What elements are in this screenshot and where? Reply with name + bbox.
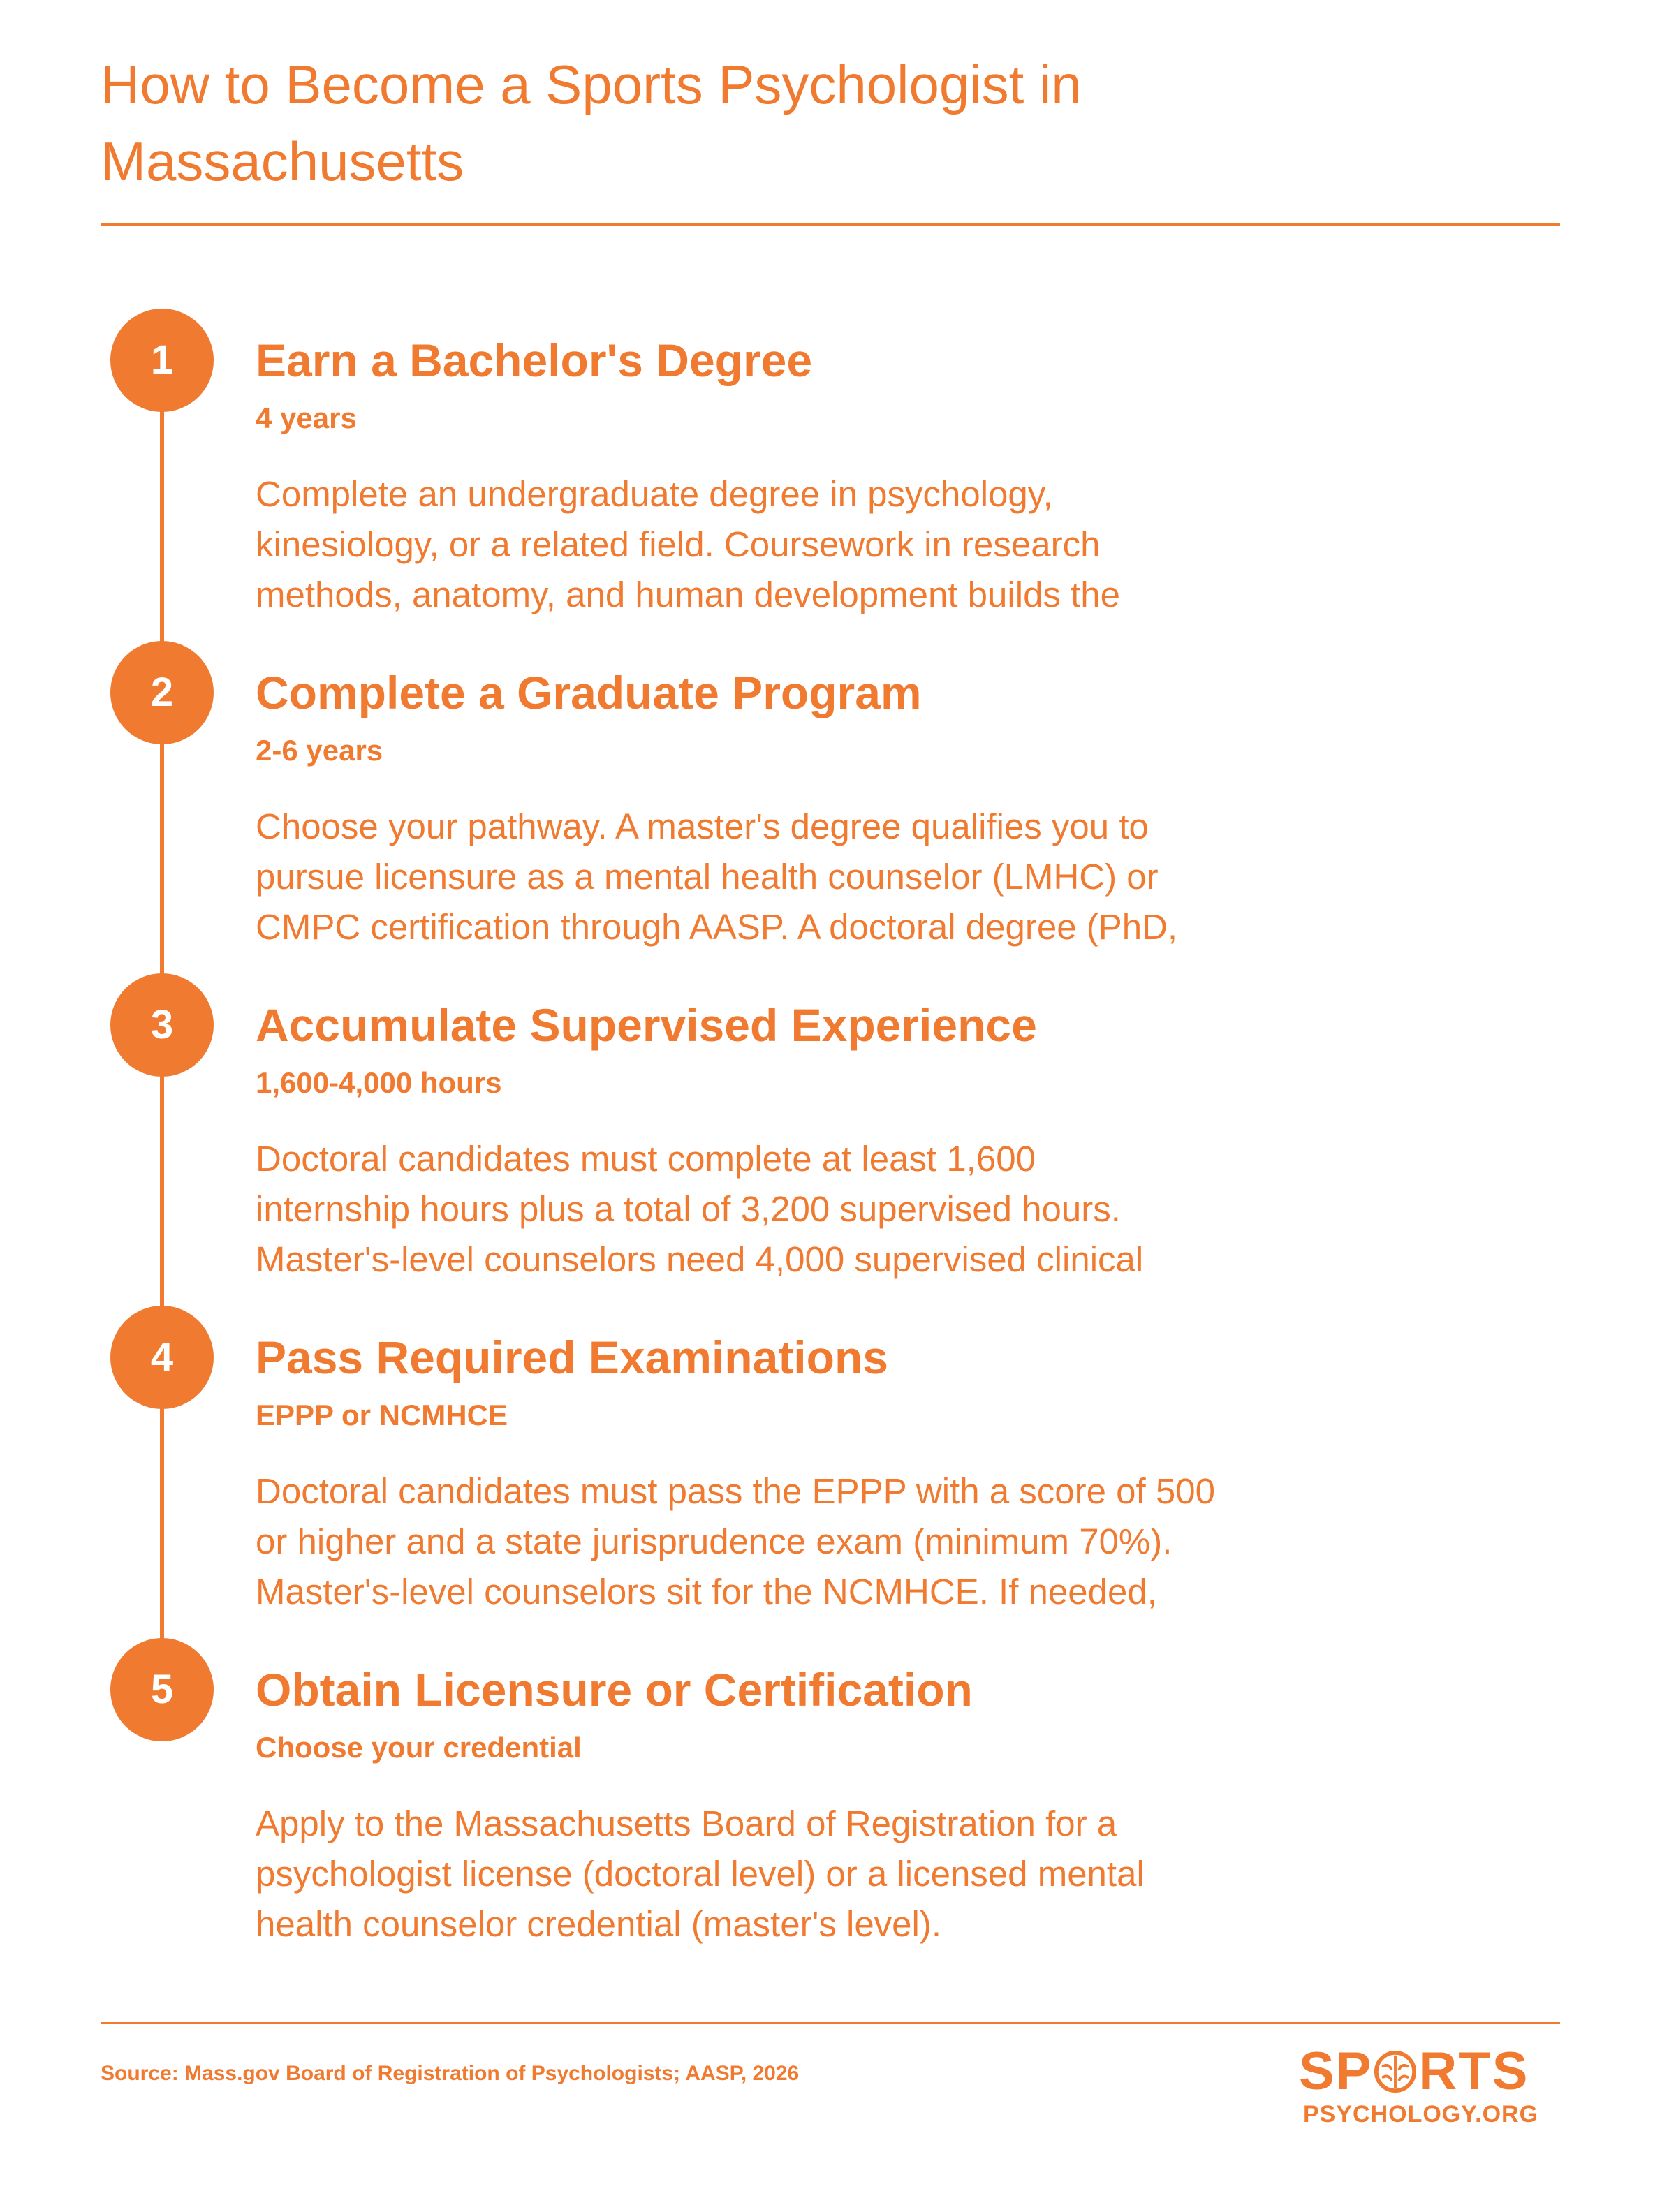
- step-description-line: Doctoral candidates must pass the EPPP with a score of 500: [256, 1471, 1215, 1511]
- logo-subtext: PSYCHOLOGY.ORG: [1303, 2101, 1539, 2128]
- source-citation: Source: Mass.gov Board of Registration of Psychologists; AASP, 2026: [101, 2062, 800, 2085]
- step-description: [256, 802, 1345, 952]
- step-duration: 4 years: [256, 401, 357, 434]
- step-description-line: Complete an undergraduate degree in psychology,: [256, 474, 1053, 514]
- step-description-line: methods, anatomy, and human development builds the: [256, 575, 1120, 614]
- step-description-line: or higher and a state jurisprudence exam (minimum 70%).: [256, 1521, 1173, 1561]
- step-description-line: health counselor credential (master's level).: [256, 1904, 942, 1944]
- step-description-line: kinesiology, or a related field. Coursework in research: [256, 524, 1101, 564]
- step-description-line: pursue licensure as a mental health counselor (LMHC) or: [256, 857, 1159, 897]
- step-description-line: Apply to the Massachusetts Board of Registration for a: [256, 1804, 1117, 1843]
- step-description: [256, 1134, 1345, 1285]
- step-description-line: Choose your pathway. A master's degree qualifies you to: [256, 806, 1149, 846]
- step-title: Earn a Bachelor's Degree: [256, 334, 813, 386]
- step-description: [256, 469, 1345, 620]
- header-divider: [101, 223, 1560, 226]
- page-title: How to Become a Sports Psychologist in Massachusetts: [101, 54, 1082, 192]
- step-number-badge: 4: [110, 1306, 214, 1409]
- step-number-badge: 1: [110, 309, 214, 412]
- logo-wordmark: [1299, 2044, 1564, 2099]
- step-number-badge: 2: [110, 641, 214, 744]
- step-duration: 1,600-4,000 hours: [256, 1066, 502, 1099]
- footer-divider: [101, 2022, 1560, 2024]
- step-description-line: Master's-level counselors sit for the NCMHCE. If needed,: [256, 1572, 1157, 1612]
- step-title: Accumulate Supervised Experience: [256, 999, 1037, 1051]
- sports-psychology-logo: [1299, 2044, 1564, 2128]
- step-description: [256, 1466, 1345, 1617]
- step-description: [256, 1799, 1345, 1949]
- step-duration: Choose your credential: [256, 1731, 582, 1764]
- step-duration: EPPP or NCMHCE: [256, 1399, 508, 1431]
- step-description-line: psychologist license (doctoral level) or a licensed mental: [256, 1854, 1145, 1894]
- brain-icon: [1374, 2050, 1417, 2093]
- step-title: Pass Required Examinations: [256, 1332, 888, 1383]
- step-description-line: Master's-level counselors need 4,000 supervised clinical: [256, 1239, 1144, 1279]
- step-number-badge: 5: [110, 1638, 214, 1741]
- logo-text-right: RTS: [1418, 2042, 1529, 2101]
- step-title: Obtain Licensure or Certification: [256, 1664, 973, 1716]
- step-description-line: Doctoral candidates must complete at least 1,600: [256, 1139, 1036, 1179]
- step-description-line: CMPC certification through AASP. A doctoral degree (PhD,: [256, 907, 1178, 947]
- step-number-badge: 3: [110, 973, 214, 1077]
- logo-text-left: SP: [1299, 2042, 1373, 2101]
- step-description-line: internship hours plus a total of 3,200 supervised hours.: [256, 1189, 1121, 1229]
- step-title: Complete a Graduate Program: [256, 667, 922, 718]
- step-duration: 2-6 years: [256, 734, 383, 767]
